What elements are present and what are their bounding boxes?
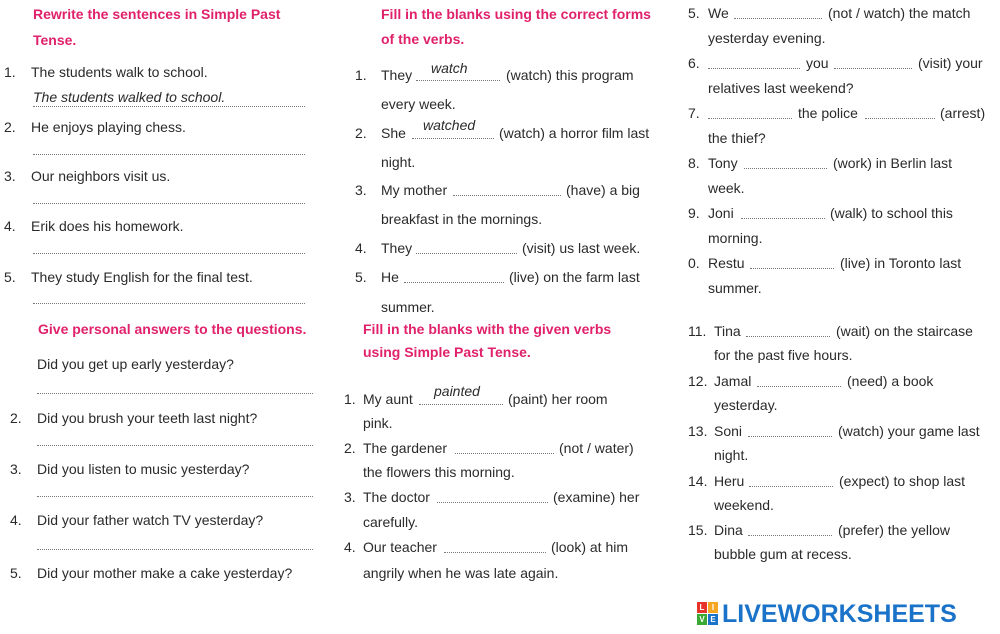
item-number: 5. [355, 269, 367, 285]
sentence-cont: for the past five hours. [714, 347, 853, 363]
item-number: 8. [688, 155, 700, 171]
section-heading-personal: Give personal answers to the questions. [38, 321, 307, 337]
sentence-text: He enjoys playing chess. [31, 119, 186, 135]
blank-field[interactable] [708, 68, 800, 69]
blank-field[interactable] [412, 138, 494, 139]
sentence-start: He [381, 269, 399, 285]
sentence-start: Our teacher [363, 539, 437, 555]
sentence-start: Tony [708, 155, 738, 171]
blank-field[interactable] [455, 453, 554, 454]
sentence-start: The doctor [363, 489, 430, 505]
sentence-start: Soni [714, 423, 743, 439]
item-number: 11. [688, 323, 707, 339]
logo-text: LIVEWORKSHEETS [722, 600, 957, 628]
sentence-cont: summer. [708, 280, 762, 296]
sentence-start: Jamal [714, 373, 752, 389]
sentence-end: (look) at him [551, 539, 629, 555]
answer-line[interactable] [33, 106, 305, 107]
blank-field[interactable] [744, 168, 827, 169]
item-number: 3. [355, 182, 367, 198]
blank-field[interactable] [453, 195, 561, 196]
sentence-end: (walk) to school this [830, 205, 953, 221]
blank-field[interactable] [437, 502, 548, 503]
liveworksheets-logo [697, 600, 957, 628]
item-number: 3. [344, 489, 356, 505]
sentence-cont: yesterday evening. [708, 30, 826, 46]
answer-line[interactable] [33, 154, 305, 155]
blank-field[interactable] [748, 436, 832, 437]
sentence-end: (watch) a horror film last [499, 125, 650, 141]
sentence-start: Dina [714, 522, 743, 538]
blank-field[interactable] [748, 535, 832, 536]
sentence-start: She [381, 125, 406, 141]
question-text: Did your mother make a cake yesterday? [37, 565, 293, 581]
sentence-text: The students walk to school. [31, 64, 208, 80]
sentence-mid: the police [798, 105, 858, 121]
sentence-end: (need) a book [847, 373, 934, 389]
section-heading-fill-correct-cont: of the verbs. [381, 31, 465, 47]
item-number: 6. [688, 55, 700, 71]
sentence-end: (not / water) [559, 440, 634, 456]
sentence-start: Restu [708, 255, 745, 271]
logo-letter-i: I [708, 602, 718, 613]
sentence-end: (have) a big [566, 182, 640, 198]
sentence-end: (prefer) the yellow [838, 522, 951, 538]
question-text: Did you get up early yesterday? [37, 356, 234, 372]
blank-field[interactable] [404, 282, 504, 283]
section-heading-fill-given: Fill in the blanks with the given verbs [363, 321, 612, 337]
sentence-cont: morning. [708, 230, 763, 246]
item-number: 7. [688, 105, 700, 121]
sentence-start: They [381, 240, 413, 256]
item-number: 4. [344, 539, 356, 555]
logo-letter-l: L [697, 602, 707, 613]
answer-line[interactable] [37, 496, 313, 497]
item-number: 5. [10, 565, 22, 581]
sentence-end: (live) on the farm last [509, 269, 640, 285]
sentence-start: My mother [381, 182, 448, 198]
item-number: 1. [344, 391, 356, 407]
blank-field[interactable] [757, 386, 841, 387]
sentence-end: (examine) her [553, 489, 640, 505]
blank-field[interactable] [746, 336, 830, 337]
sentence-cont: summer. [381, 299, 435, 315]
sentence-start: Joni [708, 205, 734, 221]
item-number: 2. [4, 119, 16, 135]
sentence-cont: pink. [363, 415, 393, 431]
sentence-end: (not / watch) the match [828, 5, 971, 21]
section-heading-rewrite: Rewrite the sentences in Simple Past [33, 6, 281, 22]
sentence-end: (visit) your [918, 55, 983, 71]
sentence-end: (watch) this program [506, 67, 634, 83]
answer-line[interactable] [37, 393, 313, 394]
blank-field[interactable] [708, 118, 792, 119]
sentence-end: (paint) her room [508, 391, 608, 407]
item-number: 5. [688, 5, 700, 21]
blank-field[interactable] [419, 404, 503, 405]
item-number: 2. [10, 410, 22, 426]
blank-field[interactable] [416, 80, 500, 81]
item-number: 3. [4, 168, 16, 184]
sentence-cont: night. [714, 447, 749, 463]
sentence-start: Heru [714, 473, 745, 489]
sentence-end: (expect) to shop last [839, 473, 966, 489]
answer-line[interactable] [33, 253, 305, 254]
sentence-mid: you [806, 55, 829, 71]
sentence-start: We [708, 5, 729, 21]
sentence-end: (wait) on the staircase [836, 323, 973, 339]
sentence-end: (work) in Berlin last [833, 155, 953, 171]
blank-field[interactable] [750, 268, 834, 269]
section-heading-rewrite-cont: Tense. [33, 32, 77, 48]
item-number: 12. [688, 373, 708, 389]
logo-icon [697, 602, 719, 626]
sentence-end: (live) in Toronto last [840, 255, 962, 271]
item-number: 15. [688, 522, 708, 538]
sentence-end: (arrest) [940, 105, 986, 121]
sentence-cont: relatives last weekend? [708, 80, 854, 96]
item-number: 5. [4, 269, 16, 285]
item-number: 0. [688, 255, 700, 271]
section-heading-fill-correct: Fill in the blanks using the correct forms [381, 6, 651, 22]
sentence-cont: week. [708, 180, 745, 196]
blank-field[interactable] [444, 552, 546, 553]
blank-field[interactable] [749, 486, 833, 487]
sentence-cont: carefully. [363, 514, 418, 530]
sentence-cont: yesterday. [714, 397, 778, 413]
question-text: Did you brush your teeth last night? [37, 410, 258, 426]
logo-letter-v: V [697, 614, 707, 625]
sentence-cont: night. [381, 154, 416, 170]
item-number: 2. [344, 440, 356, 456]
answer-line[interactable] [33, 203, 305, 204]
item-number: 4. [10, 512, 22, 528]
sentence-text: They study English for the final test. [31, 269, 253, 285]
answer-line[interactable] [33, 303, 305, 304]
sentence-start: My aunt [363, 391, 413, 407]
blank-field[interactable] [741, 218, 825, 219]
sentence-start: The gardener [363, 440, 448, 456]
answer-line[interactable] [37, 445, 313, 446]
example-fill: watched [423, 117, 476, 133]
blank-field[interactable] [865, 118, 935, 119]
section-heading-fill-given-cont: using Simple Past Tense. [363, 344, 531, 360]
item-number: 4. [355, 240, 367, 256]
blank-field[interactable] [734, 18, 822, 19]
item-number: 13. [688, 423, 708, 439]
question-text: Did your father watch TV yesterday? [37, 512, 264, 528]
example-fill: painted [434, 383, 480, 399]
sentence-cont: weekend. [714, 497, 774, 513]
item-number: 1. [355, 67, 367, 83]
answer-line[interactable] [37, 549, 313, 550]
blank-field[interactable] [416, 253, 517, 254]
sentence-cont: angrily when he was late again. [363, 565, 559, 581]
sentence-cont: the flowers this morning. [363, 464, 515, 480]
item-number: 1. [4, 64, 16, 80]
sentence-start: Tina [714, 323, 741, 339]
item-number: 9. [688, 205, 700, 221]
example-answer: The students walked to school. [33, 89, 226, 105]
item-number: 2. [355, 125, 367, 141]
sentence-end: (watch) your game last [838, 423, 980, 439]
blank-field[interactable] [834, 68, 912, 69]
sentence-start: They [381, 67, 413, 83]
sentence-text: Our neighbors visit us. [31, 168, 171, 184]
sentence-end: (visit) us last week. [522, 240, 641, 256]
sentence-cont: breakfast in the mornings. [381, 211, 543, 227]
item-number: 3. [10, 461, 22, 477]
question-text: Did you listen to music yesterday? [37, 461, 250, 477]
item-number: 4. [4, 218, 16, 234]
sentence-text: Erik does his homework. [31, 218, 184, 234]
sentence-cont: every week. [381, 96, 456, 112]
sentence-cont: bubble gum at recess. [714, 546, 852, 562]
sentence-cont: the thief? [708, 130, 766, 146]
example-fill: watch [431, 60, 468, 76]
item-number: 14. [688, 473, 708, 489]
logo-letter-e: E [708, 614, 718, 625]
